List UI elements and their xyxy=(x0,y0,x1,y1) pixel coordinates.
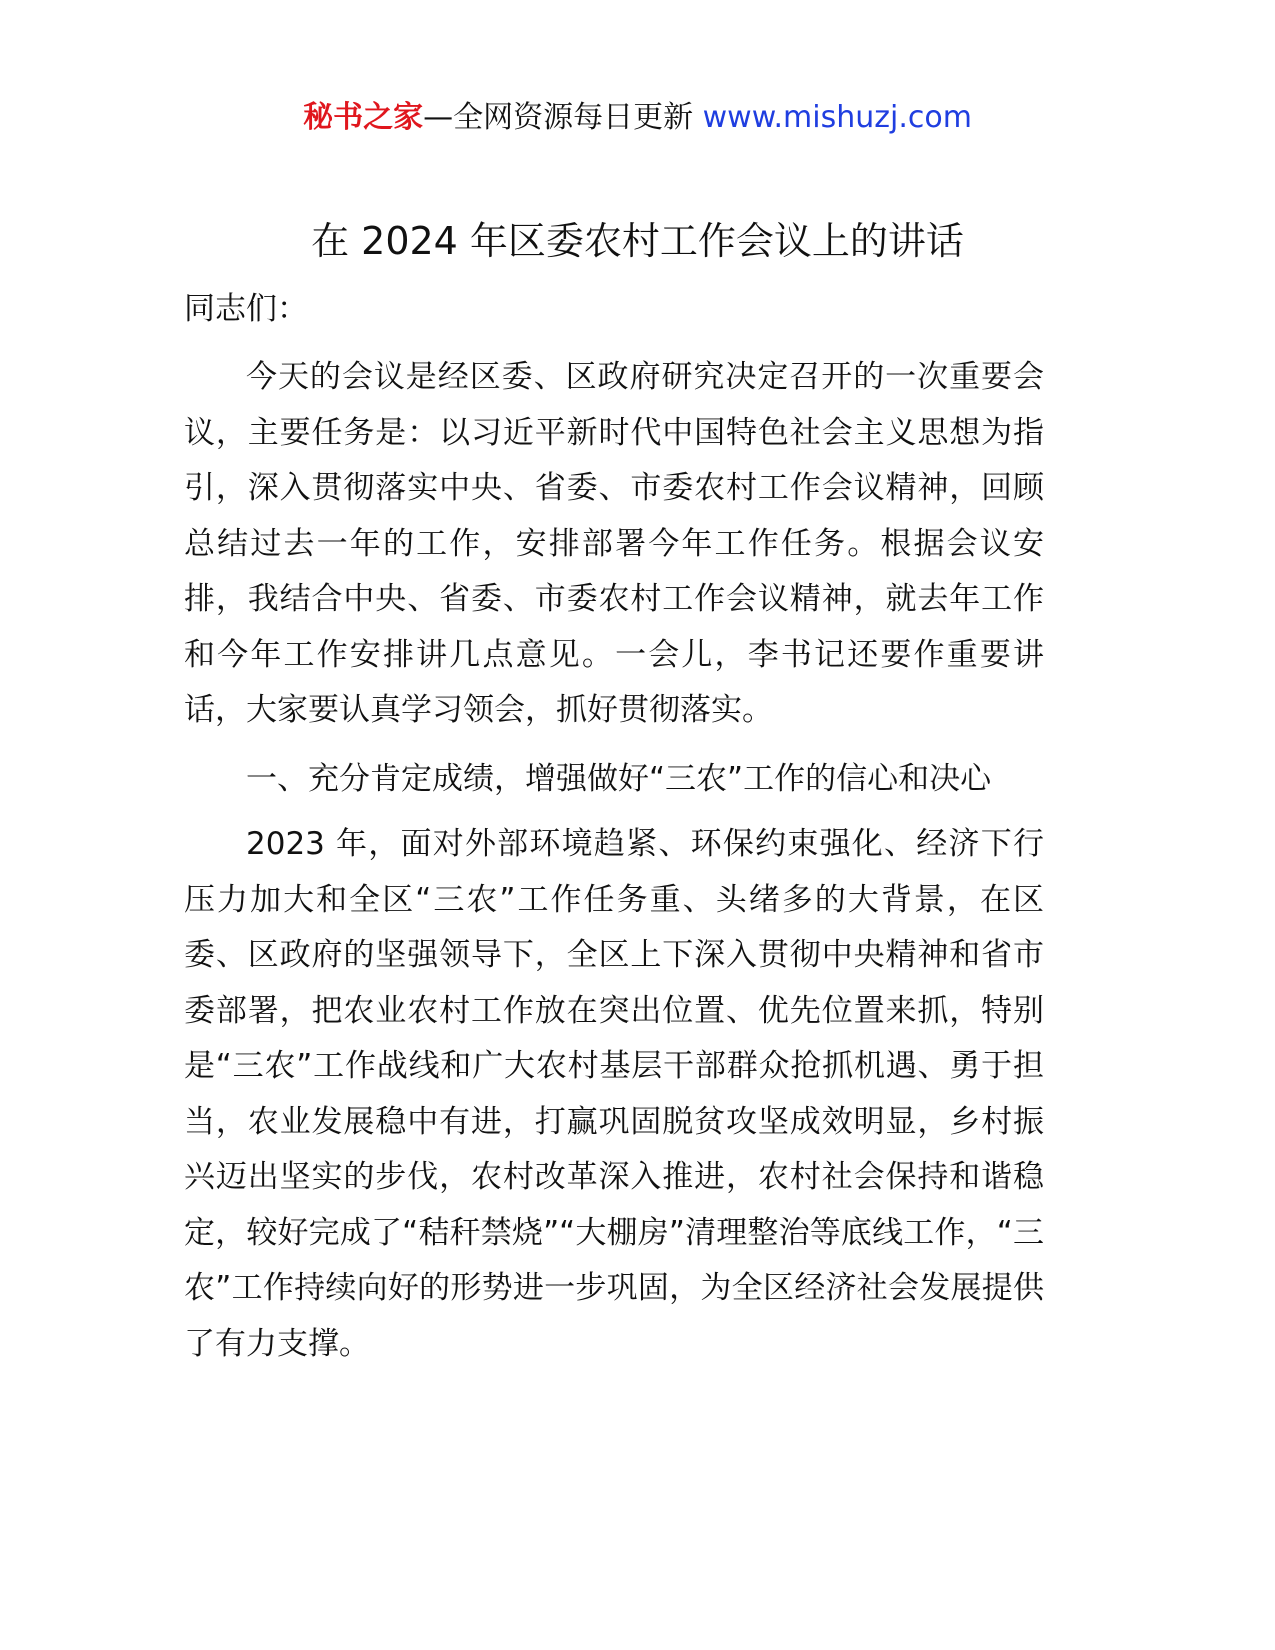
salutation: 同志们： xyxy=(184,291,308,327)
header-slogan: —全网资源每日更新 xyxy=(423,100,703,135)
paragraph-intro: 今天的会议是经区委、区政府研究决定召开的一次重要会议，主要任务是：以习近平新时代中国特色社会主义思想为指引，深入贯彻落实中央、省委、市委农村工作会议精神，回顾总结过去一年的工作，安排部署今年工作任务。根据会议安排，我结合中央、省委、市委农村工作会议精神，就去年工作和今年工作安排讲几点意见。一会儿，李书记还要作重要讲话，大家要认真学习领会，抓好贯彻落实。 xyxy=(184,359,1044,728)
site-header xyxy=(0,96,1275,140)
section-heading-1: 一、充分肯定成绩，增强做好“三农”工作的信心和决心 xyxy=(246,761,992,797)
paragraph-achievements: 2023 年，面对外部环境趋紧、环保约束强化、经济下行压力加大和全区“三农”工作任务重、头绪多的大背景，在区委、区政府的坚强领导下，全区上下深入贯彻中央精神和省市委部署，把农业农村工作放在突出位置、优先位置来抓，特别是“三农”工作战线和广大农村基层干部群众抢抓机遇、勇于担当，农业发展稳中有进，打赢巩固脱贫攻坚成效明显，乡村振兴迈出坚实的步伐，农村改革深入推进，农村社会保持和谐稳定，较好完成了“秸秆禁烧”“大棚房”清理整治等底线工作，“三农”工作持续向好的形势进一步巩固，为全区经济社会发展提供了有力支撑。 xyxy=(184,826,1044,1362)
document-title: 在 2024 年区委农村工作会议上的讲话 xyxy=(311,219,964,263)
site-url-link[interactable]: www.mishuzj.com xyxy=(702,100,972,135)
brand-name: 秘书之家 xyxy=(303,100,424,135)
